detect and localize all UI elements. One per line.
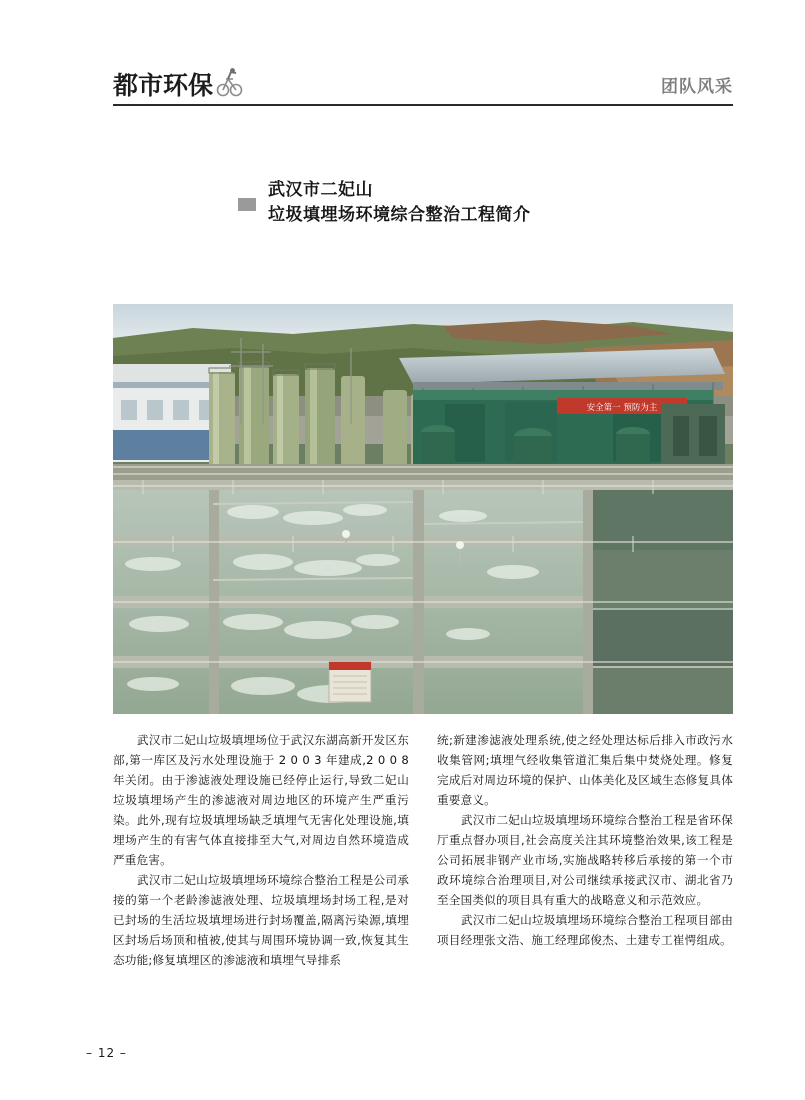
- magazine-logo: [113, 68, 243, 98]
- page-title-line-2: 垃圾填埋场环境综合整治工程简介: [268, 205, 531, 225]
- cyclist-logo-icon: [215, 68, 243, 98]
- paragraph: 武汉市二妃山垃圾填埋场环境综合整治工程是公司承接的第一个老龄渗滤液处理、垃圾填埋场封场工程,是对已封场的生活垃圾填埋场进行封场覆盖,隔离污染源,填埋区封场后场顶和植被,使其与周围环境协调一致,恢复其生态功能;修复填埋区的渗滤液和填埋气导排系: [113, 873, 409, 967]
- title-bullet-icon: [238, 198, 256, 211]
- header-divider: [113, 104, 733, 106]
- safety-banner-text: 安全第一 预防为主: [586, 403, 658, 413]
- paragraph: 武汉市二妃山垃圾填埋场位于武汉东湖高新开发区东部,第一库区及污水处理设施于 2 0 0 3 年建成,2 0 0 8 年关闭。由于渗滤液处理设施已经停止运行,导致二妃山垃圾填埋场产生的渗滤液对周边地区的环境产生严重污染。此外,现有垃圾填埋场缺乏填埋气无害化处理设施,填埋场产生的有害气体直接排至大气,对周边自然环境造成严重危害。: [113, 733, 409, 867]
- logo-text: 都市环保: [113, 71, 214, 100]
- article-photo: [113, 304, 733, 714]
- paragraph: 武汉市二妃山垃圾填埋场环境综合整治工程是省环保厅重点督办项目,社会高度关注其环境整治效果,该工程是公司拓展非钢产业市场,实施战略转移后承接的第一个市政环境综合治理项目,对公司继续承接武汉市、湖北省乃至全国类似的项目具有重大的战略意义和示范效应。: [437, 813, 733, 907]
- paragraph: 武汉市二妃山垃圾填埋场环境综合整治工程项目部由项目经理张文浩、施工经理邱俊杰、土建专工崔愕组成。: [437, 913, 733, 947]
- page-title-line-1: 武汉市二妃山: [268, 180, 373, 200]
- body-column-right: [437, 730, 733, 970]
- section-label: 团队风采: [661, 77, 733, 97]
- paragraph: 统;新建渗滤液处理系统,使之经处理达标后排入市政污水收集管网;填埋气经收集管道汇集后集中焚烧处理。修复完成后对周边环境的保护、山体美化及区域生态修复具体重要意义。: [437, 733, 733, 807]
- body-column-left: [113, 730, 409, 970]
- article-body: [113, 730, 733, 970]
- article-title: [238, 178, 708, 228]
- photo-illustration: [113, 304, 733, 714]
- page-number: – 12 –: [86, 1046, 127, 1060]
- page-header: [113, 68, 733, 106]
